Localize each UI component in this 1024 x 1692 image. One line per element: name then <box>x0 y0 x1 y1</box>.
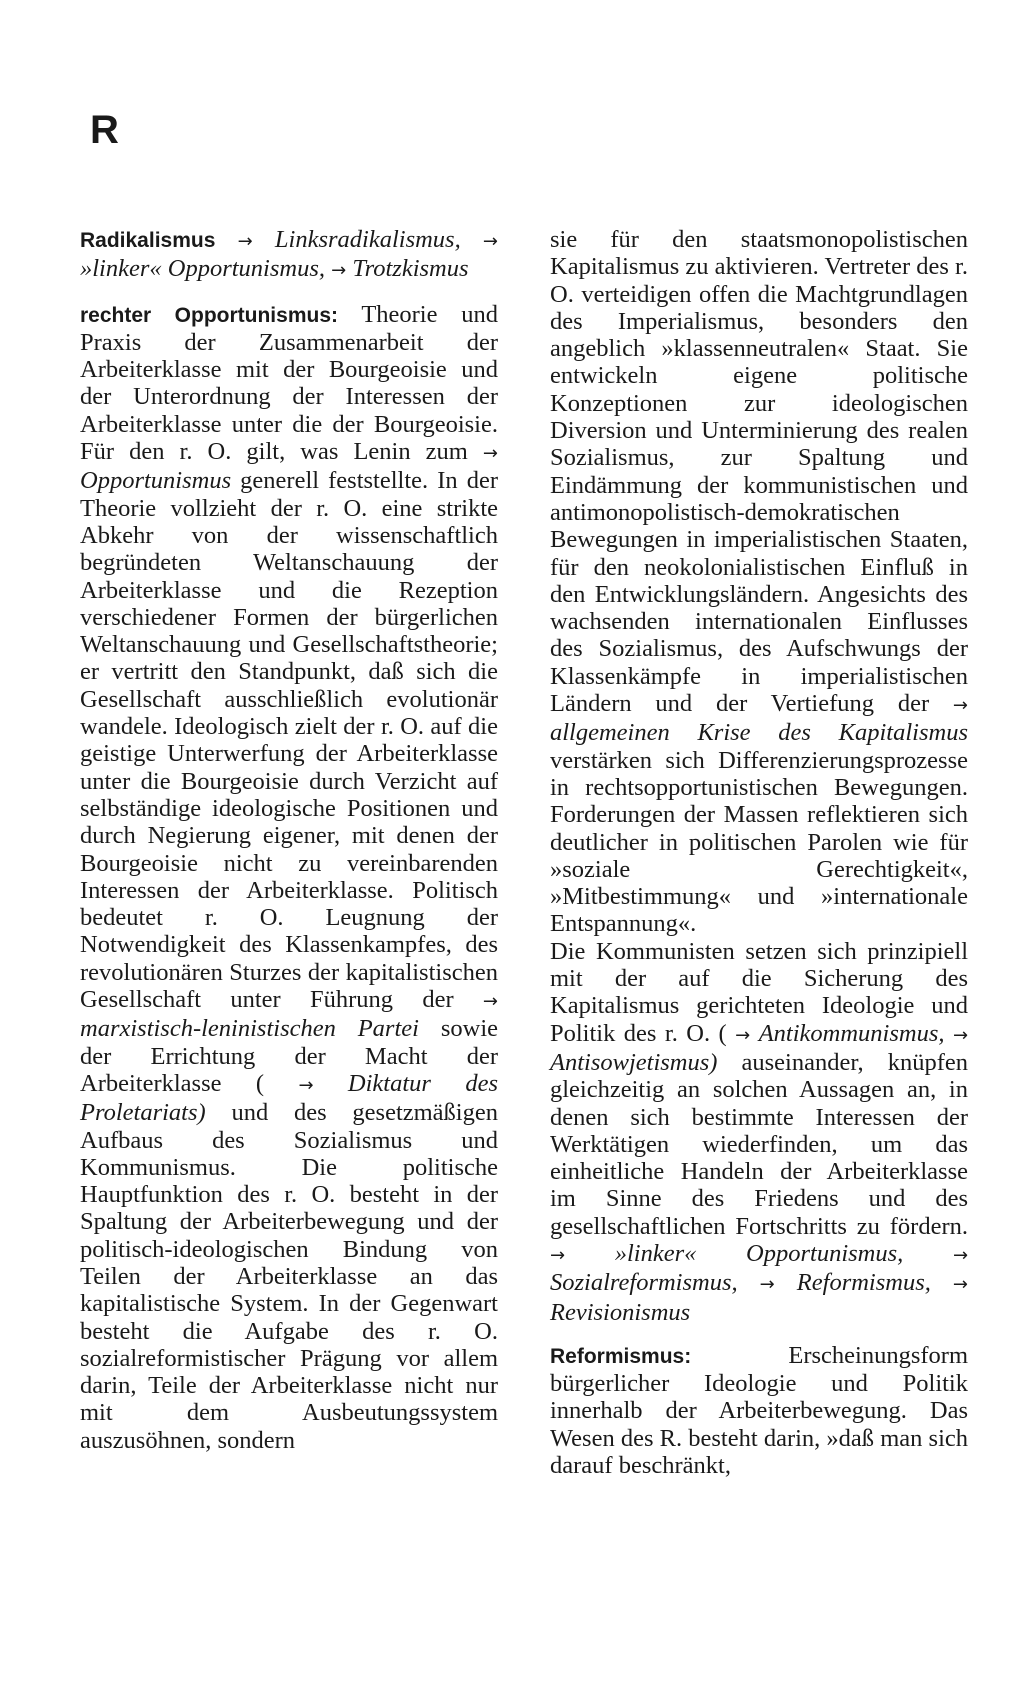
cross-reference-link[interactable]: Revisionismus <box>550 1298 691 1326</box>
cross-reference-link[interactable]: Sozialreformismus, <box>550 1269 738 1297</box>
cross-reference-link[interactable]: marxistisch-leninistischen Partei <box>80 1015 419 1043</box>
entry-reformismus <box>550 1342 968 1479</box>
body-text: Erscheinungsform bürgerlicher Ideologie und Politik innerhalb der Arbeiterbewegung. Das Wesen des R. besteht darin, »daß man sich darauf beschränkt, <box>550 1341 968 1480</box>
entry-radikalismus <box>80 226 498 285</box>
body-text: verstärken sich Differenzierungsprozesse in rechtsopportunistischen Bewegungen. Forderungen der Massen reflektieren sich deutlicher in politischen Parolen wie für »soziale Gerechtigkeit«, »Mitbestimmung« und »internationale Entspannung«. <box>550 746 968 938</box>
headword: Radikalismus <box>80 229 216 252</box>
entry-body <box>550 226 968 937</box>
cross-reference-arrow-icon: → <box>237 231 253 252</box>
body-text: Theorie und Praxis der Zusammenarbeit der Arbeiterklasse mit der Bourgeoisie und der Unterordnung der Interessen der Arbeiterklasse unter die der Bourgeoisie. Für den r. O. gilt, was Lenin zum <box>80 300 498 466</box>
cross-reference-link[interactable]: »linker« Opportunismus, <box>80 255 325 283</box>
cross-reference-link[interactable]: Antikommunismus, <box>758 1019 945 1047</box>
cross-reference-link[interactable]: Opportunismus <box>80 467 232 495</box>
cross-reference-arrow-icon: → <box>550 1244 566 1266</box>
cross-reference-arrow-icon: → <box>759 1274 775 1296</box>
cross-reference-arrow-icon: → <box>482 443 498 465</box>
cross-reference-link[interactable]: allgemeinen Krise des Kapitalismus <box>550 719 968 747</box>
body-text: generell feststellte. In der Theorie vollzieht der r. O. eine strikte Abkehr von der wissenschaftlich begründeten Weltanschauung der Arbeiterklasse und die Rezeption verschiedener Formen der bürgerlichen Weltanschauung und Gesellschaftstheorie; er vertritt den Standpunkt, daß sich die Gesellschaft ausschließlich evolutionär wandele. Ideologisch zielt der r. O. auf die geistige Unterwerfung der Arbeiterklasse unter die Bourgeoisie durch Verzicht auf selbständige ideologische Positionen und durch Negierung eigener, mit denen der Bourgeoisie nicht zu vereinbarenden Interessen der Arbeiterklasse. Politisch bedeutet r. O. Leugnung der Notwendigkeit des Klassenkampfes, des revolutionären Sturzes der kapitalistischen Gesellschaft unter Führung der <box>80 467 498 1014</box>
headword: Reformismus: <box>550 1344 692 1368</box>
cross-reference-link[interactable]: Antisowjetismus) <box>550 1048 718 1076</box>
entry-continuation <box>550 226 968 938</box>
cross-reference-arrow-icon: → <box>952 1024 969 1046</box>
cross-reference-link[interactable]: Linksradikalismus, <box>274 226 461 253</box>
cross-reference-arrow-icon: → <box>331 260 347 282</box>
cross-reference-arrow-icon: → <box>735 1024 751 1046</box>
entry-body <box>550 938 968 1326</box>
entry-body <box>80 301 498 1454</box>
cross-reference-arrow-icon: → <box>482 231 499 252</box>
body-text: sowie der Errichtung der Macht der Arbeiterklasse ( <box>80 1015 498 1097</box>
cross-reference-link[interactable]: Trotzkismus <box>352 255 469 283</box>
entry-rechter-opportunismus <box>80 301 498 1454</box>
right-column <box>550 226 968 1479</box>
cross-reference-arrow-icon: → <box>952 1274 968 1296</box>
headword: rechter Opportunismus: <box>80 303 338 327</box>
left-column <box>80 226 498 1470</box>
cross-reference-arrow-icon: → <box>952 695 968 717</box>
cross-reference-link[interactable]: Reformismus, <box>796 1269 931 1297</box>
entry-paragraph <box>550 938 968 1326</box>
entry-gap <box>550 1326 968 1342</box>
cross-reference-arrow-icon: → <box>952 1244 969 1266</box>
cross-reference-link[interactable]: Diktatur des Proletariats) <box>80 1069 498 1127</box>
cross-reference-arrow-icon: → <box>298 1074 314 1096</box>
section-letter: R <box>90 108 119 152</box>
cross-reference-link[interactable]: »linker« Opportunismus, <box>614 1239 904 1267</box>
body-text: Die Kommunisten setzen sich prinzipiell mit der auf die Sicherung des Kapitalismus gerichteten Ideologie und Politik des r. O. ( <box>550 937 968 1047</box>
body-text: sie für den staatsmonopolistischen Kapitalismus zu aktivieren. Vertreter des r. O. verteidigen offen die Machtgrundlagen des Imperialismus, besonders den angeblich »klassenneutralen« Staat. Sie entwickeln eigene politische Konzeptionen zur ideologischen Diversion und Unterminierung des realen Sozialismus, zur Spaltung und Eindämmung der kommunistischen und antimonopolistisch-demokratischen Bewegungen in imperialistischen Staaten, für den neokolonialistischen Einfluß in den Entwicklungsländern. Angesichts des wachsenden internationalen Einflusses des Sozialismus, des Aufschwungs der Klassenkämpfe in imperialistischen Ländern und der Vertiefung der <box>550 226 968 718</box>
body-text: auseinander, knüpfen gleichzeitig an solchen Aussagen an, in denen sich bestimmte Interessen der Werktätigen wiederfinden, um das einheitliche Handeln der Arbeiterklasse im Sinne des Friedens und des gesellschaftlichen Fortschritts zu fördern. <box>550 1048 968 1240</box>
body-text: und des gesetzmäßigen Aufbaus des Sozialismus und Kommunismus. Die politische Hauptfunktion des r. O. besteht in der Spaltung der Arbeiterbewegung und der politisch-ideologischen Bindung von Teilen der Arbeiterklasse an das kapitalistische System. In der Gegenwart besteht die Aufgabe des r. O. sozialreformistischer Prägung vor allem darin, Teile der Arbeiterklasse nicht nur mit dem Ausbeutungssystem auszusöhnen, sondern <box>80 1099 498 1454</box>
cross-reference-arrow-icon: → <box>482 991 498 1013</box>
